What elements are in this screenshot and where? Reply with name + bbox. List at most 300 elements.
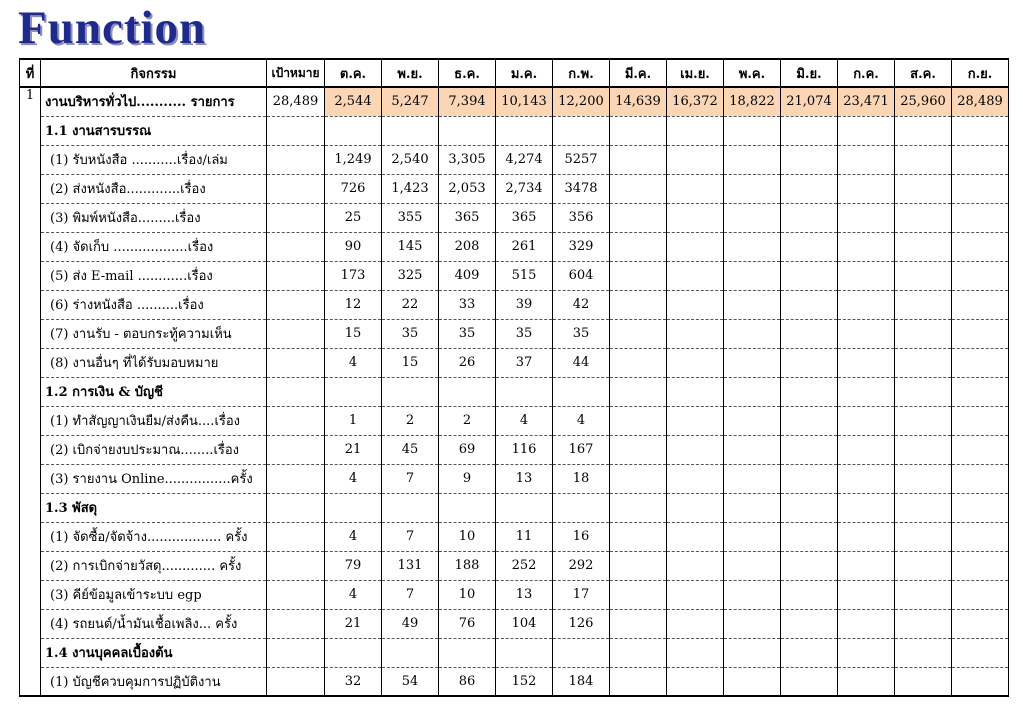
month-cell xyxy=(667,261,724,290)
month-cell xyxy=(895,348,952,377)
month-cell xyxy=(895,464,952,493)
month-cell xyxy=(724,319,781,348)
table-row xyxy=(20,522,1009,551)
month-cell: 18,822 xyxy=(724,87,781,116)
target-cell xyxy=(267,464,325,493)
month-cell xyxy=(610,435,667,464)
month-cell xyxy=(838,522,895,551)
month-cell xyxy=(781,377,838,406)
table-row xyxy=(20,406,1009,435)
month-cell xyxy=(724,435,781,464)
table-row xyxy=(20,580,1009,609)
header-month: พ.ย. xyxy=(382,59,439,87)
month-cell xyxy=(667,290,724,319)
month-cell xyxy=(952,609,1009,638)
activity-cell: (5) ส่ง E-mail ............เรื่อง xyxy=(41,261,267,290)
month-cell: 11 xyxy=(496,522,553,551)
month-cell xyxy=(781,464,838,493)
month-cell xyxy=(895,493,952,522)
month-cell xyxy=(610,638,667,667)
month-cell: 116 xyxy=(496,435,553,464)
month-cell xyxy=(838,609,895,638)
month-cell: 69 xyxy=(439,435,496,464)
month-cell xyxy=(496,493,553,522)
month-cell: 35 xyxy=(439,319,496,348)
month-cell xyxy=(781,145,838,174)
month-cell xyxy=(667,435,724,464)
header-month: ก.พ. xyxy=(553,59,610,87)
month-cell xyxy=(667,638,724,667)
target-cell xyxy=(267,609,325,638)
month-cell: 1,423 xyxy=(382,174,439,203)
month-cell xyxy=(838,290,895,319)
activity-cell: (7) งานรับ - ตอบกระทู้ความเห็น xyxy=(41,319,267,348)
table-row xyxy=(20,232,1009,261)
month-cell: 4 xyxy=(553,406,610,435)
table-row xyxy=(20,261,1009,290)
month-cell: 126 xyxy=(553,609,610,638)
month-cell xyxy=(667,464,724,493)
month-cell: 5257 xyxy=(553,145,610,174)
activity-cell: (3) รายงาน Online................ครั้ง xyxy=(41,464,267,493)
activity-cell: (3) พิมพ์หนังสือ.........เรื่อง xyxy=(41,203,267,232)
month-cell: 726 xyxy=(325,174,382,203)
table-row xyxy=(20,203,1009,232)
month-cell xyxy=(610,261,667,290)
month-cell xyxy=(952,174,1009,203)
month-cell xyxy=(838,551,895,580)
table-row xyxy=(20,145,1009,174)
month-cell xyxy=(895,319,952,348)
month-cell: 33 xyxy=(439,290,496,319)
month-cell: 4 xyxy=(325,522,382,551)
month-cell xyxy=(667,348,724,377)
month-cell xyxy=(610,580,667,609)
activity-cell: (2) การเบิกจ่ายวัสดุ............. ครั้ง xyxy=(41,551,267,580)
month-cell xyxy=(838,435,895,464)
month-cell: 37 xyxy=(496,348,553,377)
section-row xyxy=(20,493,1009,522)
activity-cell: (1) รับหนังสือ ...........เรื่อง/เล่ม xyxy=(41,145,267,174)
month-cell xyxy=(895,638,952,667)
month-cell: 131 xyxy=(382,551,439,580)
month-cell xyxy=(667,203,724,232)
month-cell xyxy=(724,203,781,232)
month-cell xyxy=(952,116,1009,145)
target-cell xyxy=(267,261,325,290)
month-cell xyxy=(838,406,895,435)
month-cell: 365 xyxy=(439,203,496,232)
month-cell xyxy=(781,580,838,609)
month-cell: 409 xyxy=(439,261,496,290)
header-month: ม.ค. xyxy=(496,59,553,87)
target-cell xyxy=(267,145,325,174)
month-cell xyxy=(781,435,838,464)
month-cell: 188 xyxy=(439,551,496,580)
month-cell xyxy=(838,493,895,522)
header-row xyxy=(20,59,1009,87)
table-row xyxy=(20,609,1009,638)
target-cell xyxy=(267,522,325,551)
month-cell: 13 xyxy=(496,580,553,609)
activity-cell: (6) ร่างหนังสือ ..........เรื่อง xyxy=(41,290,267,319)
month-cell: 3478 xyxy=(553,174,610,203)
header-month: ส.ค. xyxy=(895,59,952,87)
month-cell xyxy=(724,348,781,377)
month-cell: 355 xyxy=(382,203,439,232)
month-cell: 4 xyxy=(325,580,382,609)
target-cell xyxy=(267,174,325,203)
month-cell: 2,540 xyxy=(382,145,439,174)
month-cell: 3,305 xyxy=(439,145,496,174)
month-cell xyxy=(325,493,382,522)
month-cell xyxy=(610,377,667,406)
month-cell: 261 xyxy=(496,232,553,261)
month-cell xyxy=(895,609,952,638)
activity-cell: (8) งานอื่นๆ ที่ได้รับมอบหมาย xyxy=(41,348,267,377)
month-cell xyxy=(496,638,553,667)
month-cell: 7 xyxy=(382,522,439,551)
month-cell: 365 xyxy=(496,203,553,232)
month-cell xyxy=(952,203,1009,232)
month-cell xyxy=(667,116,724,145)
month-cell xyxy=(781,667,838,696)
month-cell xyxy=(838,261,895,290)
month-cell xyxy=(895,203,952,232)
month-cell: 9 xyxy=(439,464,496,493)
month-cell: 252 xyxy=(496,551,553,580)
month-cell xyxy=(610,319,667,348)
month-cell xyxy=(838,348,895,377)
section-title: 1.4 งานบุคคลเบื้องต้น xyxy=(41,638,267,667)
month-cell xyxy=(325,377,382,406)
activity-cell: (1) จัดซื้อ/จัดจ้าง.................. ครั้ง xyxy=(41,522,267,551)
month-cell: 4 xyxy=(325,348,382,377)
month-cell xyxy=(895,232,952,261)
month-cell xyxy=(895,435,952,464)
section-row xyxy=(20,116,1009,145)
month-cell: 4,274 xyxy=(496,145,553,174)
month-cell xyxy=(667,406,724,435)
month-cell xyxy=(895,174,952,203)
month-cell xyxy=(667,377,724,406)
activity-table xyxy=(19,58,1009,697)
month-cell: 17 xyxy=(553,580,610,609)
month-cell: 18 xyxy=(553,464,610,493)
month-cell: 1 xyxy=(325,406,382,435)
month-cell: 26 xyxy=(439,348,496,377)
month-cell xyxy=(724,406,781,435)
section-title: 1.2 การเงิน & บัญชี xyxy=(41,377,267,406)
header-month: ธ.ค. xyxy=(439,59,496,87)
month-cell: 2,734 xyxy=(496,174,553,203)
month-cell xyxy=(838,638,895,667)
month-cell: 292 xyxy=(553,551,610,580)
month-cell xyxy=(724,377,781,406)
month-cell: 13 xyxy=(496,464,553,493)
target-cell xyxy=(267,203,325,232)
month-cell: 90 xyxy=(325,232,382,261)
month-cell xyxy=(838,377,895,406)
month-cell xyxy=(895,290,952,319)
table-row xyxy=(20,551,1009,580)
month-cell xyxy=(895,145,952,174)
month-cell xyxy=(952,464,1009,493)
header-target: เป้าหมาย xyxy=(267,59,325,87)
month-cell: 25 xyxy=(325,203,382,232)
header-month: ก.ค. xyxy=(838,59,895,87)
month-cell: 14,639 xyxy=(610,87,667,116)
activity-cell: (3) คีย์ข้อมูลเข้าระบบ egp xyxy=(41,580,267,609)
month-cell: 173 xyxy=(325,261,382,290)
month-cell: 515 xyxy=(496,261,553,290)
month-cell: 35 xyxy=(382,319,439,348)
month-cell xyxy=(553,377,610,406)
month-cell xyxy=(439,377,496,406)
month-cell xyxy=(382,638,439,667)
month-cell xyxy=(724,667,781,696)
header-month: ก.ย. xyxy=(952,59,1009,87)
month-cell: 15 xyxy=(382,348,439,377)
table-row xyxy=(20,174,1009,203)
month-cell: 16 xyxy=(553,522,610,551)
month-cell: 329 xyxy=(553,232,610,261)
month-cell xyxy=(838,319,895,348)
month-cell xyxy=(781,290,838,319)
month-cell xyxy=(667,174,724,203)
month-cell: 7 xyxy=(382,464,439,493)
target-cell xyxy=(267,580,325,609)
month-cell xyxy=(724,232,781,261)
month-cell: 1,249 xyxy=(325,145,382,174)
activity-cell: (4) รถยนต์/น้ำมันเชื้อเพลิง... ครั้ง xyxy=(41,609,267,638)
month-cell: 12 xyxy=(325,290,382,319)
month-cell: 5,247 xyxy=(382,87,439,116)
month-cell xyxy=(439,493,496,522)
month-cell xyxy=(895,580,952,609)
month-cell xyxy=(838,667,895,696)
month-cell xyxy=(781,319,838,348)
month-cell xyxy=(895,377,952,406)
target-cell xyxy=(267,551,325,580)
month-cell xyxy=(724,551,781,580)
activity-cell: (2) ส่งหนังสือ.............เรื่อง xyxy=(41,174,267,203)
table-row-main xyxy=(20,87,1009,116)
month-cell xyxy=(781,406,838,435)
month-cell: 2,053 xyxy=(439,174,496,203)
month-cell: 7,394 xyxy=(439,87,496,116)
section-title: 1.3 พัสดุ xyxy=(41,493,267,522)
month-cell xyxy=(724,609,781,638)
month-cell xyxy=(667,319,724,348)
month-cell xyxy=(781,493,838,522)
header-month: พ.ค. xyxy=(724,59,781,87)
month-cell: 22 xyxy=(382,290,439,319)
month-cell xyxy=(952,319,1009,348)
month-cell xyxy=(838,145,895,174)
month-cell xyxy=(952,261,1009,290)
row-number: 1 xyxy=(20,87,41,696)
month-cell xyxy=(667,667,724,696)
month-cell xyxy=(838,203,895,232)
month-cell xyxy=(781,232,838,261)
month-cell: 32 xyxy=(325,667,382,696)
month-cell: 21 xyxy=(325,609,382,638)
month-cell: 23,471 xyxy=(838,87,895,116)
month-cell xyxy=(610,551,667,580)
month-cell xyxy=(952,667,1009,696)
month-cell xyxy=(667,522,724,551)
month-cell: 152 xyxy=(496,667,553,696)
header-month: เม.ย. xyxy=(667,59,724,87)
month-cell xyxy=(667,493,724,522)
target-cell xyxy=(267,116,325,145)
target-cell xyxy=(267,638,325,667)
month-cell xyxy=(724,261,781,290)
month-cell xyxy=(724,116,781,145)
header-month: มิ.ย. xyxy=(781,59,838,87)
header-activity: กิจกรรม xyxy=(41,59,267,87)
target-cell xyxy=(267,290,325,319)
month-cell: 79 xyxy=(325,551,382,580)
month-cell xyxy=(724,638,781,667)
month-cell xyxy=(610,116,667,145)
month-cell xyxy=(895,667,952,696)
target-cell xyxy=(267,319,325,348)
page-title: Function xyxy=(18,2,207,54)
target-cell xyxy=(267,435,325,464)
month-cell: 54 xyxy=(382,667,439,696)
month-cell xyxy=(952,145,1009,174)
table-row xyxy=(20,348,1009,377)
target-cell xyxy=(267,232,325,261)
month-cell xyxy=(952,551,1009,580)
month-cell xyxy=(610,464,667,493)
month-cell: 4 xyxy=(496,406,553,435)
month-cell: 2,544 xyxy=(325,87,382,116)
month-cell xyxy=(610,667,667,696)
month-cell xyxy=(610,522,667,551)
month-cell: 2 xyxy=(382,406,439,435)
month-cell xyxy=(382,493,439,522)
month-cell xyxy=(838,174,895,203)
month-cell xyxy=(439,116,496,145)
month-cell: 16,372 xyxy=(667,87,724,116)
month-cell xyxy=(952,406,1009,435)
month-cell xyxy=(724,493,781,522)
month-cell xyxy=(838,232,895,261)
month-cell: 10,143 xyxy=(496,87,553,116)
month-cell: 39 xyxy=(496,290,553,319)
month-cell xyxy=(952,435,1009,464)
table-row xyxy=(20,464,1009,493)
month-cell: 145 xyxy=(382,232,439,261)
month-cell xyxy=(496,377,553,406)
month-cell xyxy=(610,203,667,232)
activity-cell: งานบริหารทั่วไป........... รายการ xyxy=(41,87,267,116)
month-cell xyxy=(667,551,724,580)
table-row xyxy=(20,667,1009,696)
table-row xyxy=(20,319,1009,348)
month-cell: 86 xyxy=(439,667,496,696)
header-month: มี.ค. xyxy=(610,59,667,87)
month-cell xyxy=(895,406,952,435)
activity-cell: (1) ทำสัญญาเงินยืม/ส่งคืน....เรื่อง xyxy=(41,406,267,435)
month-cell xyxy=(781,551,838,580)
month-cell: 356 xyxy=(553,203,610,232)
month-cell: 2 xyxy=(439,406,496,435)
target-cell xyxy=(267,667,325,696)
month-cell xyxy=(952,522,1009,551)
month-cell xyxy=(838,116,895,145)
month-cell xyxy=(952,348,1009,377)
activity-cell: (4) จัดเก็บ ..................เรื่อง xyxy=(41,232,267,261)
month-cell xyxy=(382,377,439,406)
header-month: ต.ค. xyxy=(325,59,382,87)
month-cell xyxy=(610,174,667,203)
month-cell: 44 xyxy=(553,348,610,377)
month-cell xyxy=(610,493,667,522)
month-cell: 10 xyxy=(439,580,496,609)
month-cell xyxy=(610,406,667,435)
month-cell: 21 xyxy=(325,435,382,464)
section-row xyxy=(20,377,1009,406)
month-cell xyxy=(781,348,838,377)
header-no: ที่ xyxy=(20,59,41,87)
month-cell xyxy=(610,145,667,174)
month-cell xyxy=(781,261,838,290)
month-cell xyxy=(610,290,667,319)
month-cell: 76 xyxy=(439,609,496,638)
month-cell: 35 xyxy=(496,319,553,348)
month-cell xyxy=(952,232,1009,261)
month-cell xyxy=(952,638,1009,667)
month-cell xyxy=(781,638,838,667)
month-cell xyxy=(667,145,724,174)
month-cell xyxy=(553,638,610,667)
month-cell xyxy=(724,522,781,551)
month-cell: 42 xyxy=(553,290,610,319)
month-cell xyxy=(895,261,952,290)
month-cell: 604 xyxy=(553,261,610,290)
month-cell xyxy=(382,116,439,145)
section-title: 1.1 งานสารบรรณ xyxy=(41,116,267,145)
month-cell xyxy=(781,116,838,145)
month-cell xyxy=(895,551,952,580)
month-cell xyxy=(895,522,952,551)
target-cell xyxy=(267,493,325,522)
month-cell xyxy=(325,116,382,145)
month-cell xyxy=(496,116,553,145)
month-cell xyxy=(667,609,724,638)
month-cell xyxy=(610,609,667,638)
month-cell xyxy=(439,638,496,667)
month-cell: 35 xyxy=(553,319,610,348)
month-cell: 4 xyxy=(325,464,382,493)
month-cell xyxy=(667,580,724,609)
month-cell xyxy=(952,377,1009,406)
month-cell xyxy=(724,174,781,203)
month-cell xyxy=(667,232,724,261)
month-cell: 208 xyxy=(439,232,496,261)
month-cell xyxy=(553,116,610,145)
month-cell xyxy=(781,522,838,551)
month-cell xyxy=(952,290,1009,319)
month-cell xyxy=(724,290,781,319)
month-cell: 25,960 xyxy=(895,87,952,116)
month-cell xyxy=(838,464,895,493)
month-cell xyxy=(553,493,610,522)
